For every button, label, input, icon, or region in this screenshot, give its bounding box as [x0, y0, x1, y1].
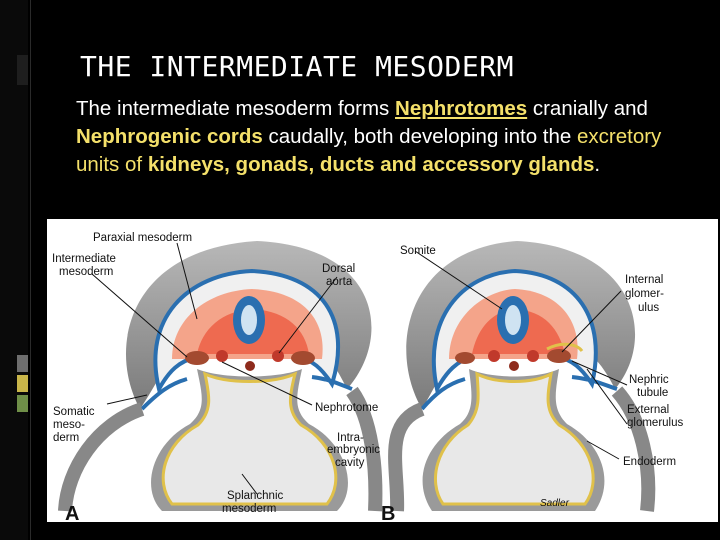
embryo-cross-section-figure [47, 219, 718, 522]
term-nephrotomes: Nephrotomes [395, 97, 528, 120]
artist-signature: Sadler [540, 498, 569, 509]
label-intraembryonic-cavity-2: embryonic [327, 444, 381, 456]
label-dorsal-aorta-1: Dorsal [322, 263, 356, 275]
label-nephrotome: Nephrotome [315, 402, 379, 414]
body-text-part: cranially and [527, 97, 648, 120]
term-kidneys-gonads-ducts: kidneys, gonads, ducts and accessory glands [147, 153, 595, 176]
label-internal-glomerulus-2: glomer- [625, 288, 664, 300]
label-paraxial-mesoderm: Paraxial mesoderm [93, 232, 193, 244]
label-external-glomerulus-1: External [627, 404, 670, 416]
label-dorsal-aorta-2: aorta [326, 276, 353, 288]
body-text-part: . [594, 153, 601, 176]
label-intermediate-mesoderm-1: Intermediate [52, 253, 116, 265]
label-somite: Somite [400, 245, 436, 257]
label-external-glomerulus-2: glomerulus [627, 417, 684, 429]
panel-label-a: A [65, 503, 80, 522]
label-somatic-mesoderm-1: Somatic [53, 406, 95, 418]
label-internal-glomerulus-1: Internal [625, 274, 664, 286]
label-nephric-tubule-2: tubule [637, 387, 669, 399]
term-excretory-units: excretory units of [76, 125, 662, 176]
label-splanchnic-mesoderm-1: Splanchnic [227, 490, 284, 502]
label-somatic-mesoderm-3: derm [53, 432, 80, 444]
panel-label-b: B [381, 503, 396, 522]
accent-block-green [17, 395, 28, 412]
label-nephric-tubule-1: Nephric [629, 374, 669, 386]
margin-divider-line [30, 0, 31, 540]
body-text-part: The intermediate mesoderm forms [76, 97, 396, 120]
slide-title: THE INTERMEDIATE MESODERM [80, 50, 514, 83]
slide-body-text [76, 95, 706, 179]
label-intraembryonic-cavity-3: cavity [335, 457, 365, 469]
accent-block-dark [17, 55, 28, 85]
label-intraembryonic-cavity-1: Intra- [337, 432, 364, 444]
panel-b-diagram [395, 241, 648, 511]
term-nephrogenic-cords: Nephrogenic cords [76, 125, 263, 148]
label-internal-glomerulus-3: ulus [638, 302, 660, 314]
accent-block-gray [17, 355, 28, 372]
label-splanchnic-mesoderm-2: mesoderm [222, 503, 277, 515]
label-intermediate-mesoderm-2: mesoderm [59, 266, 114, 278]
body-text-part: caudally, both developing into the [262, 125, 577, 148]
label-endoderm: Endoderm [623, 456, 677, 468]
label-somatic-mesoderm-2: meso- [53, 419, 85, 431]
accent-block-yellow [17, 375, 28, 392]
